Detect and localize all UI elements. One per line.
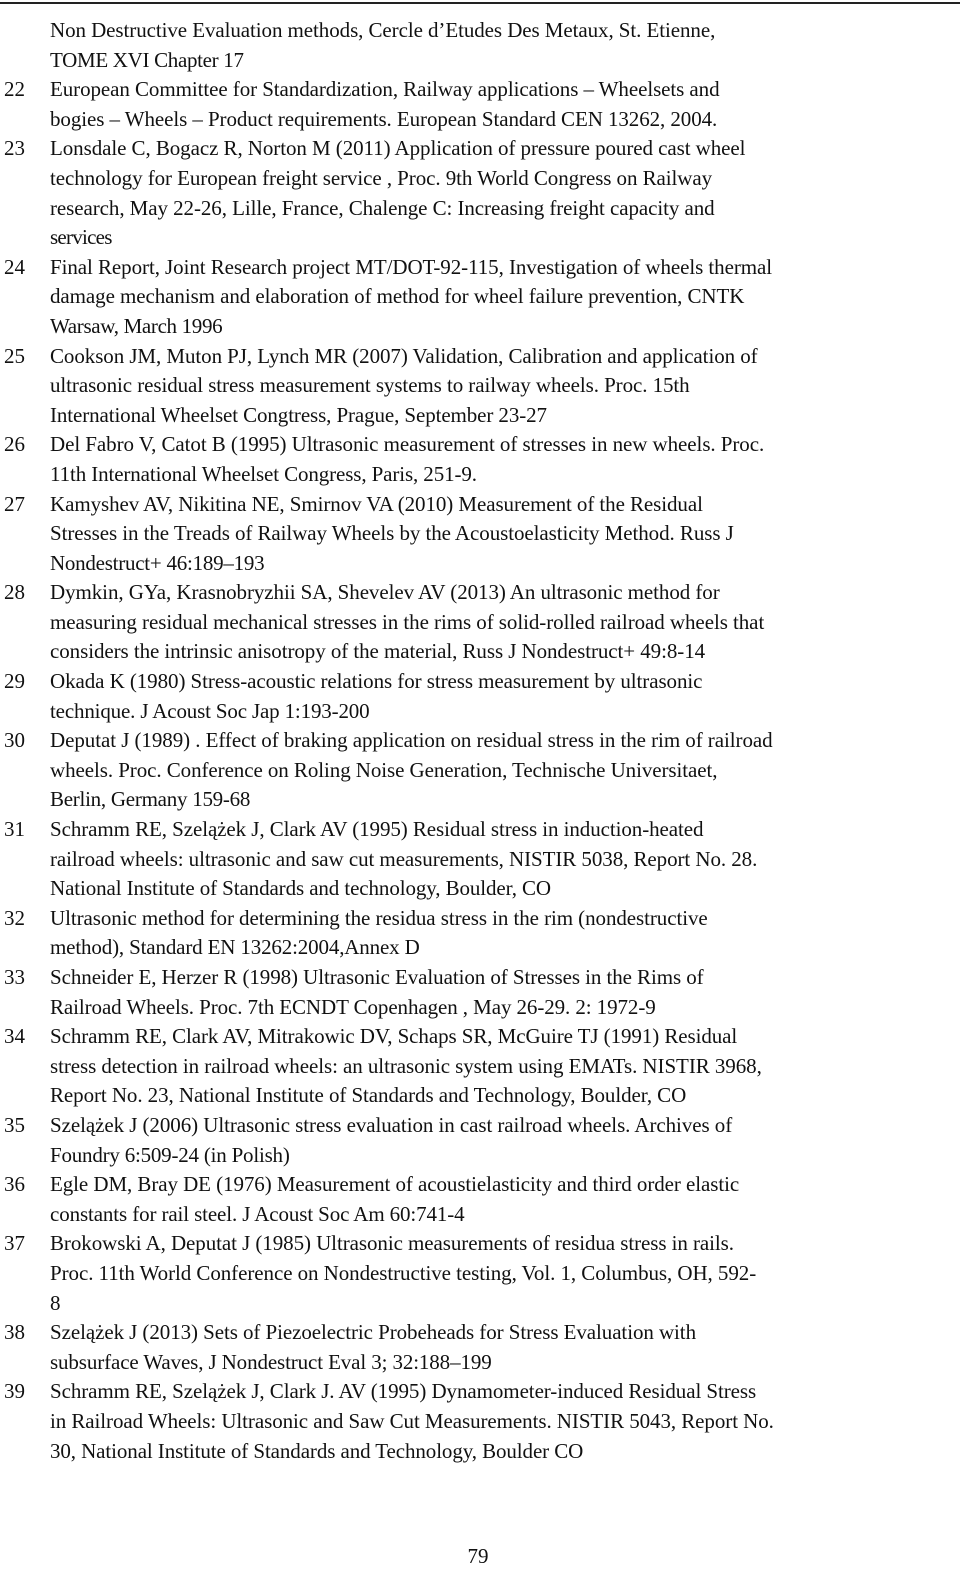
reference-item [0,75,956,134]
reference-item [0,1377,956,1466]
reference-text-line: considers the intrinsic anisotropy of the material, Russ J Nondestruct+ 49:8-14 [50,639,706,664]
reference-text-line: technique. J Acoust Soc Jap 1:193-200 [50,698,370,723]
reference-text-line: Okada K (1980) Stress-acoustic relations for stress measurement by ultrasonic [50,669,703,694]
reference-text-line: Warsaw, March 1996 [50,313,223,338]
reference-text-line: Brokowski A, Deputat J (1985) Ultrasonic measurements of residua stress in rails. [50,1231,734,1256]
reference-number: 22 [4,77,25,102]
reference-item [0,904,956,963]
reference-text-line: stress detection in railroad wheels: an ultrasonic system using EMATs. NISTIR 3968, [50,1053,762,1078]
reference-item [0,726,956,815]
reference-text-line: measuring residual mechanical stresses in the rims of solid-rolled railroad wheels that [50,609,765,634]
reference-item [0,16,956,75]
reference-text-line: Cookson JM, Muton PJ, Lynch MR (2007) Validation, Calibration and application of [50,343,758,368]
reference-text-line: Del Fabro V, Catot B (1995) Ultrasonic measurement of stresses in new wheels. Proc. [50,432,765,457]
reference-item [0,815,956,904]
reference-text-line: Berlin, Germany 159-68 [50,787,251,812]
reference-text-line: Final Report, Joint Research project MT/DOT-92-115, Investigation of wheels thermal [50,254,773,279]
reference-text-line: National Institute of Standards and technology, Boulder, CO [50,876,551,901]
reference-text-line: method), Standard EN 13262:2004,Annex D [50,935,420,960]
reference-text-line: International Wheelset Congtress, Prague, September 23-27 [50,402,547,427]
reference-item [0,1318,956,1377]
reference-number: 27 [4,491,25,516]
reference-item [0,578,956,667]
reference-text-line: 8 [50,1290,55,1315]
reference-item [0,134,956,252]
reference-text-line: Dymkin, GYa, Krasnobryzhii SA, Shevelev AV (2013) An ultrasonic method for [50,580,720,605]
reference-text-line: Szelążek J (2013) Sets of Piezoelectric Probeheads for Stress Evaluation with [50,1320,696,1345]
reference-number: 32 [4,905,25,930]
reference-number: 26 [4,432,25,457]
reference-item [0,1022,956,1111]
page-number: 79 [467,1544,489,1568]
reference-text-line: services [50,225,112,250]
reference-number: 38 [4,1320,25,1345]
reference-item [0,490,956,579]
reference-text-line: damage mechanism and elaboration of method for wheel failure prevention, CNTK [50,284,745,309]
reference-item [0,342,956,431]
reference-item [0,1229,956,1318]
reference-item [0,430,956,489]
reference-number: 23 [4,136,25,161]
reference-number: 29 [4,669,25,694]
reference-text-line: Schneider E, Herzer R (1998) Ultrasonic Evaluation of Stresses in the Rims of [50,965,704,989]
reference-number: 33 [4,965,25,989]
reference-text-line: Deputat J (1989) . Effect of braking application on residual stress in the rim of railroad [50,728,773,753]
top-rule [0,2,960,4]
reference-text-line: Szelążek J (2006) Ultrasonic stress evaluation in cast railroad wheels. Archives of [50,1112,733,1137]
reference-text-line: in Railroad Wheels: Ultrasonic and Saw Cut Measurements. NISTIR 5043, Report No. [50,1408,774,1433]
reference-text-line: Stresses in the Treads of Railway Wheels by the Acoustoelasticity Method. Russ J [50,521,734,546]
reference-number: 39 [4,1379,25,1404]
reference-text-line: Railroad Wheels. Proc. 7th ECNDT Copenhagen , May 26-29. 2: 1972-9 [50,994,656,1019]
reference-text-line: technology for European freight service , Proc. 9th World Congress on Railway [50,165,713,190]
reference-item [0,963,956,1022]
reference-text-line: Schramm RE, Szelążek J, Clark AV (1995) Residual stress in induction-heated [50,817,704,842]
reference-text-line: ultrasonic residual stress measurement systems to railway wheels. Proc. 15th [50,373,690,398]
reference-text-line: Schramm RE, Clark AV, Mitrakowic DV, Schaps SR, McGuire TJ (1991) Residual [50,1024,738,1049]
reference-item [0,667,956,726]
reference-number: 34 [4,1024,25,1049]
reference-text-line: Nondestruct+ 46:189–193 [50,550,265,575]
reference-number: 30 [4,728,25,753]
reference-item [0,1170,956,1229]
reference-text-line: Foundry 6:509-24 (in Polish) [50,1142,290,1167]
reference-text-line: European Committee for Standardization, Railway applications – Wheelsets and [50,77,720,102]
reference-text-line: research, May 22-26, Lille, France, Chalenge C: Increasing freight capacity and [50,195,715,220]
reference-text-line: Report No. 23, National Institute of Standards and Technology, Boulder, CO [50,1083,687,1108]
reference-text-line: wheels. Proc. Conference on Roling Noise Generation, Technische Universitaet, [50,757,718,782]
reference-item [0,1111,956,1170]
reference-text-line: subsurface Waves, J Nondestruct Eval 3; 32:188–199 [50,1349,492,1374]
reference-text-line: Egle DM, Bray DE (1976) Measurement of acoustielasticity and third order elastic [50,1172,740,1197]
reference-text-line: bogies – Wheels – Product requirements. European Standard CEN 13262, 2004. [50,106,718,131]
reference-number: 24 [4,254,25,279]
reference-number: 31 [4,817,25,842]
reference-text-line: 30, National Institute of Standards and Technology, Boulder CO [50,1438,584,1463]
reference-text-line: 11th International Wheelset Congress, Paris, 251-9. [50,461,477,486]
reference-number: 35 [4,1112,25,1137]
reference-list [0,16,956,1466]
reference-number: 28 [4,580,25,605]
reference-text-line: Non Destructive Evaluation methods, Cercle d’Etudes Des Metaux, St. Etienne, [50,18,716,42]
reference-text-line: Schramm RE, Szelążek J, Clark J. AV (1995) Dynamometer-induced Residual Stress [50,1379,757,1404]
reference-text-line: railroad wheels: ultrasonic and saw cut measurements, NISTIR 5038, Report No. 28. [50,846,758,871]
reference-text-line: Kamyshev AV, Nikitina NE, Smirnov VA (2010) Measurement of the Residual [50,491,703,516]
reference-number: 25 [4,343,25,368]
reference-text-line: TOME XVI Chapter 17 [50,47,244,72]
reference-text-line: Proc. 11th World Conference on Nondestructive testing, Vol. 1, Columbus, OH, 592- [50,1260,757,1285]
reference-text-line: Lonsdale C, Bogacz R, Norton M (2011) Application of pressure poured cast wheel [50,136,746,161]
reference-text-line: Ultrasonic method for determining the residua stress in the rim (nondestructive [50,905,708,930]
reference-number: 36 [4,1172,25,1197]
reference-text-line: constants for rail steel. J Acoust Soc Am 60:741-4 [50,1201,465,1226]
reference-item [0,253,956,342]
reference-number: 37 [4,1231,25,1256]
